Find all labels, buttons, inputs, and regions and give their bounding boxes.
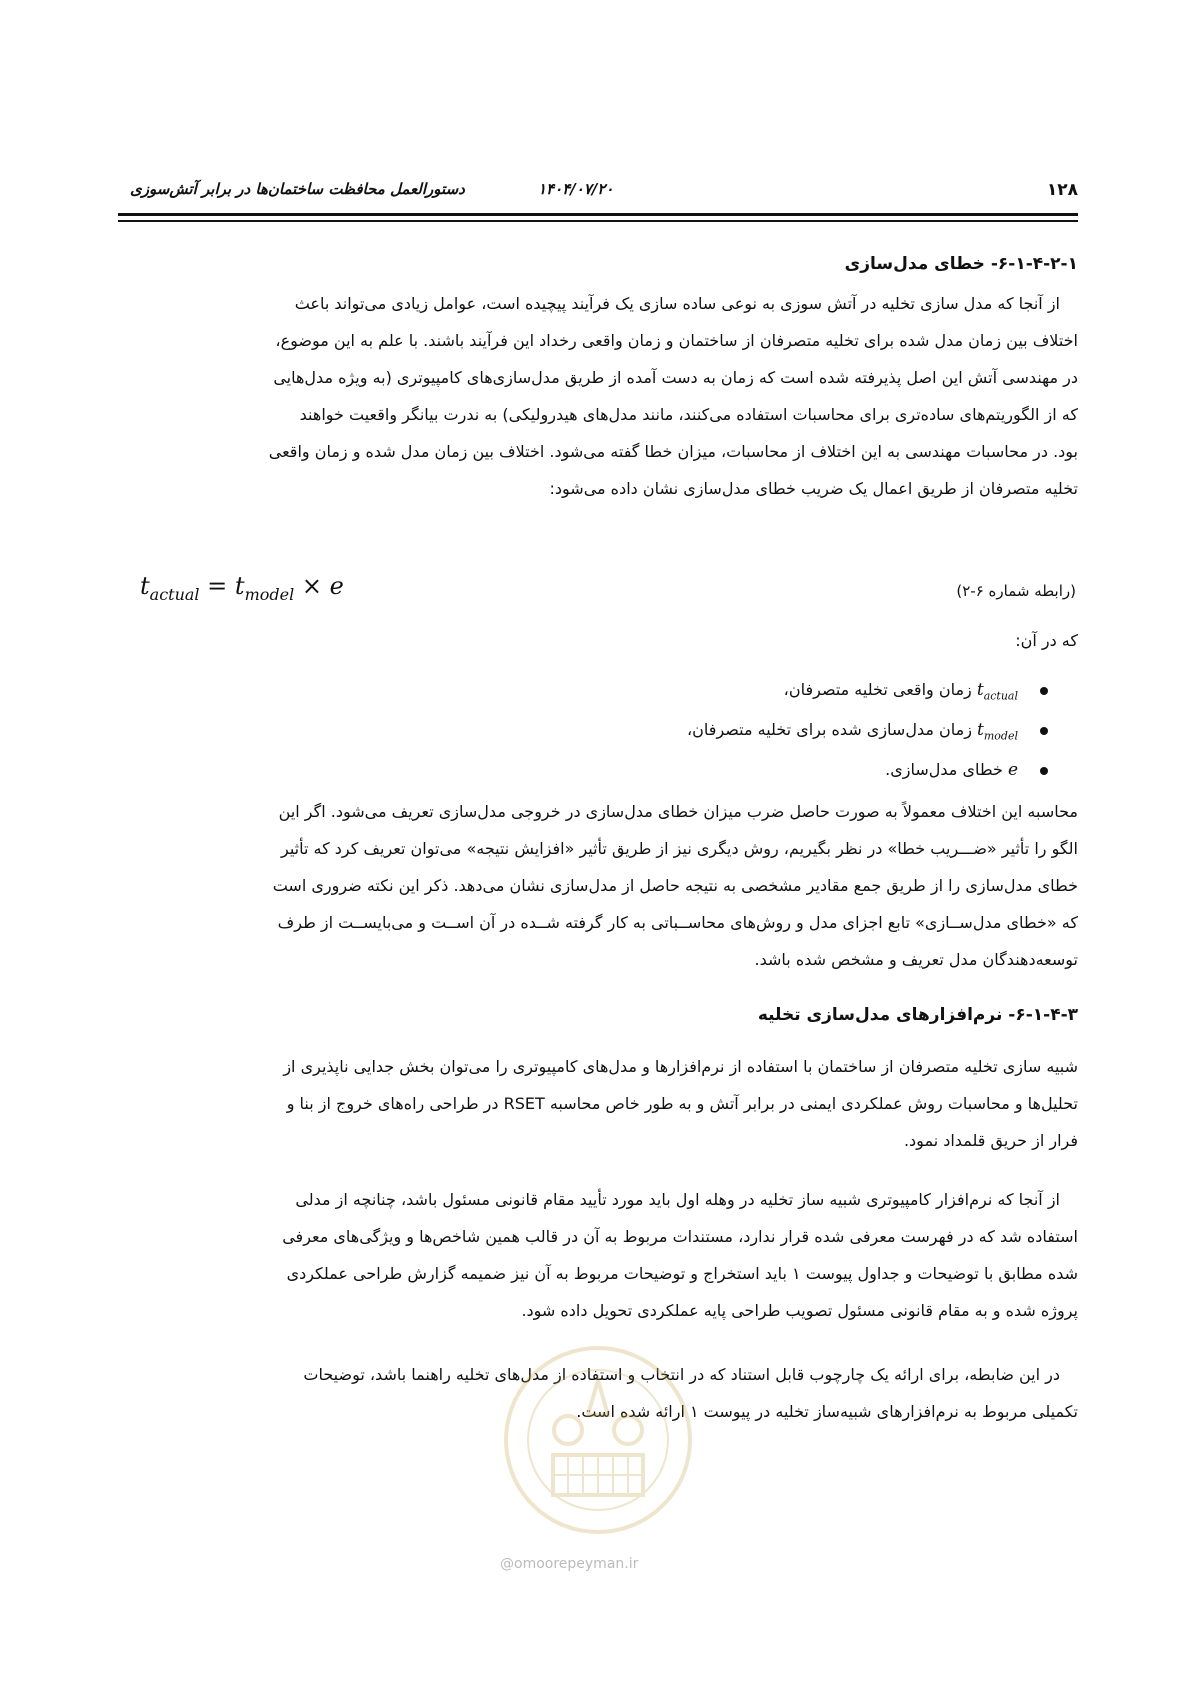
text-line: محاسبه این اختلاف معمولاً به صورت حاصل ضرب میزان خطای مدل‌سازی در خروجی مدل‌سازی تعریف می‌شود. اگر این: [278, 802, 1078, 821]
equation-equals: =: [199, 572, 235, 600]
text-line: تحلیل‌ها و محاسبات روش عملکردی ایمنی در برابر آتش و به طور خاص محاسبه RSET در طراحی راه‌های خروج از بنا و: [286, 1094, 1078, 1113]
header-date: ۱۴۰۴/۰۷/۲۰: [538, 180, 614, 198]
page-number: ۱۲۸: [1046, 180, 1078, 200]
equation-reference: (رابطه شماره ۶-۲): [956, 582, 1076, 600]
bullet-icon: [1040, 727, 1048, 735]
section-heading-modeling-error: ۶-۱-۴-۲-۱- خطای مدل‌سازی: [844, 254, 1078, 274]
text-line: خطای مدل‌سازی را از طریق جمع مقادیر مشخصی به نتیجه حاصل از مدل‌سازی نشان می‌دهد. ذکر این نکته ضروری است: [272, 876, 1078, 895]
paragraph-software-intro: [118, 1048, 1078, 1159]
list-item: [118, 670, 1048, 710]
text-line: شده مطابق با توضیحات و جداول پیوست ۱ باید استخراج و توضیحات مربوط به آن نیز ضمیمه گزارش طراحی عملکردی: [286, 1264, 1078, 1283]
list-item: [118, 710, 1048, 750]
equation-lhs: t: [140, 572, 150, 600]
list-item: [118, 750, 1048, 790]
text-line: که از الگوریتم‌های ساده‌تری برای محاسبات استفاده می‌کنند، مانند مدل‌های هیدرولیکی) به ندرت بیانگر واقعیت خواهند: [299, 405, 1078, 424]
text-line: در این ضابطه، برای ارائه یک چارچوب قابل استناد که در انتخاب و استفاده از مدل‌های تخلیه راهنما باشد، توضیحات: [303, 1365, 1060, 1384]
watermark-text: @omoorepeyman.ir: [500, 1556, 639, 1572]
section-heading-evacuation-software: ۶-۱-۴-۳- نرم‌افزارهای مدل‌سازی تخلیه: [757, 1005, 1078, 1025]
paragraph-software-approval: [118, 1181, 1078, 1329]
variable-symbol: $t_{actual}$: [976, 680, 1018, 703]
where-label: که در آن:: [1015, 631, 1078, 650]
text-line: الگو را تأثیر «ضـــریب خطا» در نظر بگیریم، روش دیگری نیز از طریق تأثیر «افزایش نتیجه» می‌توان تعریف کرد که تأثیر: [280, 839, 1078, 858]
paragraph-error-calculation: [118, 793, 1078, 978]
equation: [140, 572, 344, 604]
header-rule-thin: [118, 220, 1078, 222]
variable-description: زمان واقعی تخلیه متصرفان،: [783, 680, 977, 699]
bullet-icon: [1040, 687, 1048, 695]
header-rule-thick: [118, 213, 1078, 216]
text-line: از آنجا که مدل سازی تخلیه در آتش سوزی به نوعی ساده سازی یک فرآیند پیچیده است، عوامل زیادی می‌تواند باعث: [294, 294, 1060, 313]
equation-lhs-subscript: actual: [149, 584, 200, 604]
text-line: که «خطای مدل‌ســازی» تابع اجزای مدل و روش‌های محاســباتی به کار گرفته شــده در آن اســت و می‌بایســت از طرف: [277, 913, 1078, 932]
text-line: در مهندسی آتش این اصل پذیرفته شده است که زمان به دست آمده از طریق مدل‌سازی‌های کامپیوتری (به ویژه مدل‌هایی: [273, 368, 1078, 387]
variable-description: خطای مدل‌سازی.: [885, 760, 1008, 779]
header-title: دستورالعمل محافظت ساختمان‌ها در برابر آتش‌سوزی: [130, 180, 465, 198]
equation-tail: × e: [294, 572, 344, 600]
equation-rhs-subscript: model: [244, 584, 295, 604]
text-line: از آنجا که نرم‌افزار کامپیوتری شبیه ساز تخلیه در وهله اول باید مورد تأیید مقام قانونی مسئول باشد، چنانچه از مدلی: [295, 1190, 1060, 1209]
variable-symbol: $t_{model}$: [977, 720, 1018, 743]
text-line: اختلاف بین زمان مدل شده برای تخلیه متصرفان از ساختمان و زمان واقعی رخداد این فرآیند باشند. با علم به این موضوع،: [275, 331, 1078, 350]
text-line: توسعه‌دهندگان مدل تعریف و مشخص شده باشد.: [754, 950, 1078, 969]
text-line: پروژه شده و به مقام قانونی مسئول تصویب طراحی پایه عملکردی تحویل داده شود.: [521, 1301, 1078, 1320]
equation-rhs: t: [234, 572, 245, 600]
bullet-icon: [1040, 767, 1048, 775]
text-line: بود. در محاسبات مهندسی به این اختلاف از محاسبات، میزان خطا گفته می‌شود. اختلاف بین زمان مدل شده و زمان واقعی: [268, 442, 1078, 461]
text-line: تکمیلی مربوط به نرم‌افزارهای شبیه‌ساز تخلیه در پیوست ۱ ارائه شده است.: [576, 1402, 1078, 1421]
variable-description: زمان مدل‌سازی شده برای تخلیه متصرفان،: [687, 720, 978, 739]
variable-definitions-list: [118, 670, 1048, 790]
watermark-seal-icon: [498, 1340, 698, 1540]
text-line: تخلیه متصرفان از طریق اعمال یک ضریب خطای مدل‌سازی نشان داده می‌شود:: [549, 479, 1078, 498]
running-header: [118, 180, 1078, 210]
paragraph-modeling-error-intro: [118, 285, 1078, 507]
variable-symbol: e: [1007, 760, 1018, 780]
text-line: استفاده شد که در فهرست معرفی شده قرار ندارد، مستندات مربوط به آن در قالب همین شاخص‌ها و ویژگی‌های معرفی: [282, 1227, 1078, 1246]
text-line: شبیه سازی تخلیه متصرفان از ساختمان با استفاده از نرم‌افزارها و مدل‌های کامپیوتری را می‌توان بخش جدایی ناپذیری از: [283, 1057, 1078, 1076]
text-line: فرار از حریق قلمداد نمود.: [903, 1131, 1078, 1150]
